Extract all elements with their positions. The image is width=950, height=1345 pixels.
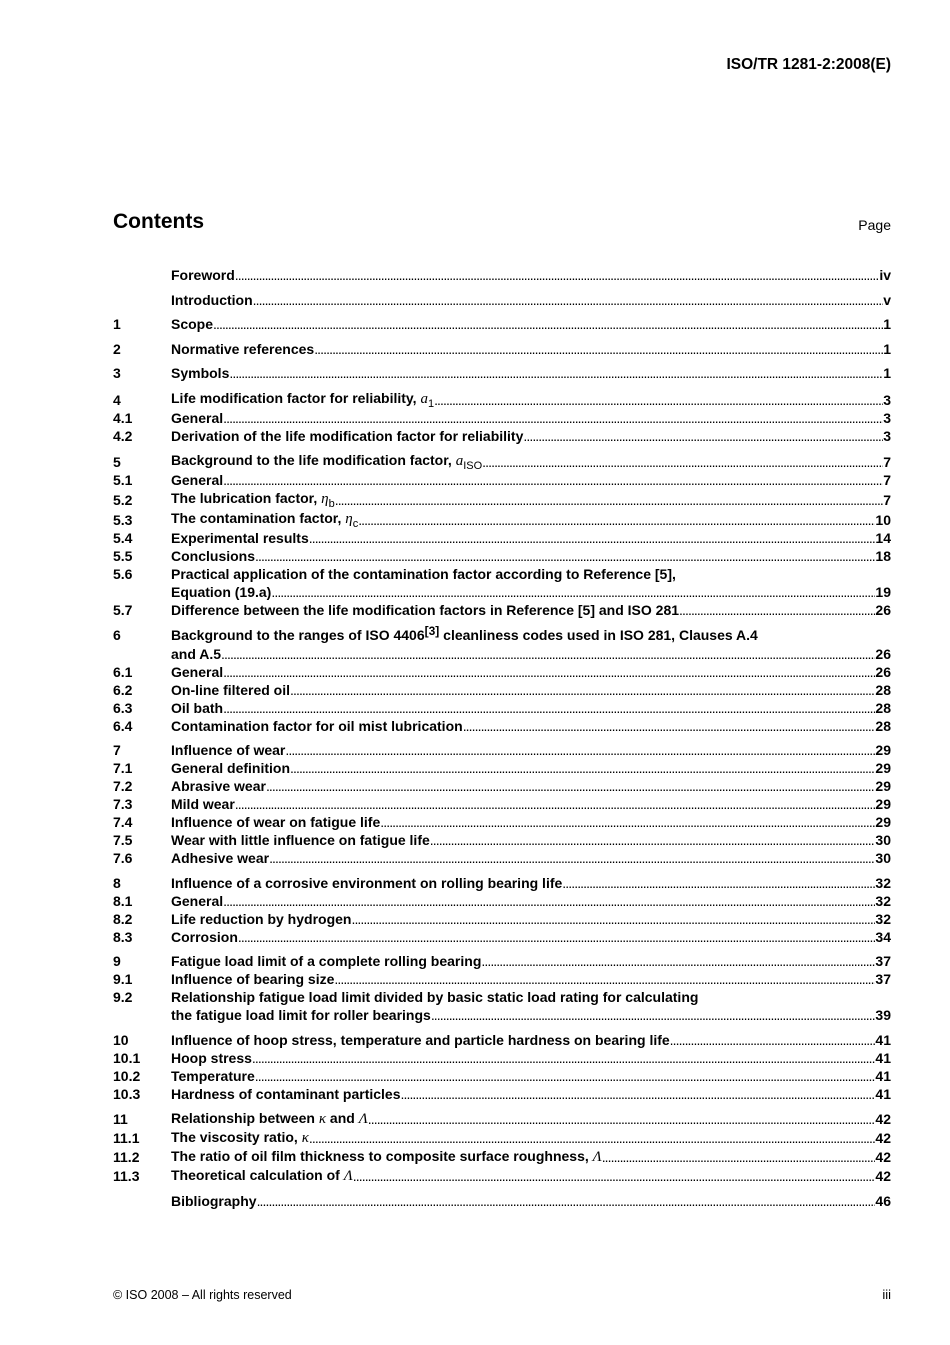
- math-symbol: η: [345, 511, 353, 527]
- toc-entry-title-line2: the fatigue load limit for roller bearings: [171, 1007, 431, 1023]
- dot-leader: [353, 1167, 876, 1185]
- toc-entry[interactable]: [113, 813, 891, 831]
- document-id-header: ISO/TR 1281-2:2008(E): [726, 56, 891, 73]
- toc-entry-page: 37: [875, 971, 891, 987]
- math-subscript: b: [328, 498, 335, 510]
- toc-entry-number: 5.7: [113, 602, 133, 618]
- dot-leader: [481, 952, 875, 970]
- toc-title-text: Influence of wear on fatigue life: [171, 814, 381, 830]
- dot-leader: [309, 1129, 876, 1147]
- toc-entry[interactable]: [113, 699, 891, 717]
- toc-entry-number: 7.2: [113, 778, 133, 794]
- toc-entry-title: [171, 952, 481, 970]
- toc-entry-number: 6.4: [113, 717, 133, 734]
- toc-entry-page: 7: [883, 492, 891, 508]
- toc-entry-title: [171, 989, 698, 1005]
- dot-leader: [431, 1006, 876, 1024]
- toc-entry-number: 10.1: [113, 1049, 141, 1066]
- toc-entry-page: 3: [883, 391, 891, 408]
- toc-title-continuation: cleanliness codes used in ISO 281, Clauses A.4: [439, 626, 758, 643]
- toc-entry-number: 11.1: [113, 1130, 140, 1146]
- toc-entry-page: 46: [875, 1192, 891, 1209]
- toc-entry-title: [171, 364, 229, 382]
- toc-entry-title: [171, 795, 235, 813]
- dot-leader: [602, 1148, 876, 1166]
- toc-entry-number: 9.2: [113, 989, 133, 1005]
- toc-entry-page: 1: [883, 316, 891, 332]
- toc-title-text: Scope: [171, 316, 214, 332]
- math-subscript: ISO: [463, 460, 483, 472]
- toc-title-connector: and: [326, 1110, 359, 1126]
- toc-entry[interactable]: [113, 451, 891, 471]
- toc-entry-number: 11.3: [113, 1168, 140, 1184]
- math-symbol: Λ: [592, 1149, 602, 1165]
- toc-title-text: Influence of wear: [171, 742, 286, 758]
- toc-entry[interactable]: [113, 529, 891, 547]
- toc-entry-number: 7.5: [113, 832, 133, 848]
- math-symbol: κ: [318, 1111, 327, 1127]
- toc-title-text: Wear with little influence on fatigue life: [171, 832, 430, 848]
- dot-leader: [679, 601, 875, 619]
- toc-entry-page: 26: [875, 645, 891, 662]
- toc-entry-page: 29: [875, 778, 891, 794]
- toc-title-text: Symbols: [171, 365, 230, 381]
- toc-entry-title: [171, 409, 223, 427]
- toc-entry-page: 39: [875, 1007, 891, 1023]
- toc-entry-title: [171, 509, 358, 529]
- dot-leader: [401, 1085, 876, 1103]
- toc-entry-title: [171, 759, 290, 777]
- page-number: iii: [882, 1287, 891, 1302]
- toc-entry[interactable]: [113, 849, 891, 867]
- toc-entry-number: 6.2: [113, 681, 133, 698]
- toc-entry-title: [171, 970, 334, 988]
- toc-title-text: Practical application of the contamination factor according to Reference [5],: [171, 566, 676, 582]
- toc-entry-title: [171, 291, 253, 309]
- toc-title-text: Relationship between: [171, 1110, 315, 1126]
- toc-title-text: On-line filtered oil: [171, 681, 291, 698]
- math-symbol: κ: [301, 1130, 309, 1146]
- toc-entry-page: 29: [875, 814, 891, 830]
- toc-entry-title: [171, 1166, 353, 1185]
- toc-entry-number: 10: [113, 1031, 129, 1048]
- math-symbol: a: [420, 390, 428, 407]
- toc-entry-title: [171, 529, 309, 547]
- toc-entry[interactable]: [113, 340, 891, 358]
- dot-leader: [523, 427, 883, 445]
- toc-entry-title-line2: Equation (19.a): [171, 584, 272, 600]
- toc-entry-title: [171, 547, 255, 565]
- toc-entry-page: 29: [875, 796, 891, 812]
- toc-entry-number: 4.1: [113, 409, 133, 426]
- toc-entry-number: 9.1: [113, 971, 133, 987]
- toc-entry-page: 30: [875, 850, 891, 866]
- toc-entry-page: 19: [875, 584, 891, 600]
- toc-entry[interactable]: [113, 952, 891, 970]
- toc-entry-title: [171, 663, 223, 681]
- toc-entry-number: 9: [113, 953, 121, 969]
- toc-entry-page: 41: [875, 1049, 891, 1066]
- toc-title-text: Corrosion: [171, 928, 238, 945]
- toc-entry[interactable]: [113, 266, 891, 284]
- toc-entry-title: [171, 831, 430, 849]
- toc-title-text: Difference between the life modification factors in Reference [5] and ISO 281: [171, 602, 680, 618]
- toc-entry[interactable]: [113, 1085, 891, 1103]
- toc-entry[interactable]: [113, 547, 891, 565]
- toc-entry[interactable]: [113, 681, 891, 699]
- reference-superscript: [3]: [424, 623, 440, 638]
- dot-leader: [266, 777, 875, 795]
- toc-entry-title: [171, 1147, 602, 1166]
- toc-entry-number: 5: [113, 454, 121, 470]
- copyright-notice: © ISO 2008 – All rights reserved: [113, 1288, 292, 1302]
- toc-entry-number: 6.1: [113, 663, 133, 680]
- table-of-contents: [113, 266, 891, 1210]
- toc-title-text: The viscosity ratio,: [171, 1129, 298, 1145]
- toc-entry-title: [171, 427, 523, 445]
- toc-title-text: Life reduction by hydrogen: [171, 910, 352, 927]
- toc-title-text: Influence of hoop stress, temperature and particle hardness on bearing life: [171, 1031, 670, 1048]
- toc-entry-title: [171, 1085, 401, 1103]
- toc-title-text: General: [171, 892, 224, 909]
- toc-entry-page: 7: [883, 472, 891, 488]
- toc-entry[interactable]: [113, 1128, 891, 1147]
- dot-leader: [223, 409, 883, 427]
- toc-entry[interactable]: [113, 777, 891, 795]
- dot-leader: [351, 910, 875, 928]
- toc-title-text: Influence of bearing size: [171, 971, 335, 987]
- toc-title-text: Background to the life modification factor,: [171, 452, 452, 468]
- toc-title-text: Hoop stress: [171, 1049, 252, 1066]
- math-symbol: Λ: [343, 1168, 353, 1184]
- dot-leader: [309, 529, 876, 547]
- toc-title-text: Life modification factor for reliability,: [171, 389, 417, 406]
- dot-leader: [252, 1049, 876, 1067]
- toc-entry[interactable]: [113, 364, 891, 382]
- toc-entry-title: [171, 717, 463, 735]
- toc-title-text: Experimental results: [171, 530, 309, 546]
- dot-leader: [235, 795, 876, 813]
- toc-entry-number: 5.2: [113, 492, 133, 508]
- toc-entry-title: [171, 681, 290, 699]
- toc-entry-number: 2: [113, 340, 121, 357]
- toc-entry[interactable]: [113, 565, 891, 601]
- toc-entry-page: 41: [875, 1067, 891, 1084]
- toc-entry-page: 41: [875, 1085, 891, 1102]
- dot-leader: [358, 511, 875, 529]
- dot-leader: [335, 491, 883, 509]
- toc-entry-number: 10.2: [113, 1067, 141, 1084]
- toc-entry[interactable]: [113, 1192, 891, 1210]
- toc-entry-page: 14: [875, 530, 891, 546]
- toc-entry-number: 5.6: [113, 566, 133, 582]
- toc-entry-page: 32: [875, 874, 891, 891]
- toc-title-text: Contamination factor for oil mist lubrication: [171, 717, 463, 734]
- toc-entry-page: 32: [875, 892, 891, 909]
- toc-entry[interactable]: [113, 489, 891, 509]
- toc-entry-page: 26: [875, 663, 891, 680]
- toc-entry-number: 6.3: [113, 699, 133, 716]
- toc-entry-title: [171, 566, 676, 582]
- toc-entry-number: 5.1: [113, 472, 133, 488]
- toc-title-text: Temperature: [171, 1067, 255, 1084]
- dot-leader: [255, 1067, 876, 1085]
- toc-title-text: Influence of a corrosive environment on rolling bearing life: [171, 874, 563, 891]
- toc-entry-number: 8: [113, 874, 121, 891]
- toc-entry[interactable]: [113, 1147, 891, 1166]
- toc-entry[interactable]: [113, 795, 891, 813]
- dot-leader: [334, 970, 875, 988]
- toc-entry-page: 42: [875, 1111, 891, 1127]
- toc-entry-number: 3: [113, 365, 121, 381]
- toc-entry[interactable]: [113, 970, 891, 988]
- toc-entry-title: [171, 849, 269, 867]
- toc-title-text: Normative references: [171, 340, 315, 357]
- toc-title-text: The contamination factor,: [171, 510, 342, 526]
- toc-entry[interactable]: [113, 601, 891, 619]
- toc-entry-number: 7.4: [113, 814, 133, 830]
- toc-entry[interactable]: [113, 910, 891, 928]
- dot-leader: [223, 663, 875, 681]
- toc-entry[interactable]: [113, 389, 891, 409]
- toc-entry[interactable]: [113, 1031, 891, 1049]
- dot-leader: [290, 681, 875, 699]
- dot-leader: [285, 741, 875, 759]
- toc-entry-number: 1: [113, 316, 121, 332]
- dot-leader: [430, 831, 876, 849]
- toc-title-text: Theoretical calculation of: [171, 1167, 340, 1183]
- toc-entry[interactable]: [113, 663, 891, 681]
- toc-entry-title: [171, 623, 758, 643]
- toc-title-text: Hardness of contaminant particles: [171, 1085, 401, 1102]
- toc-title-text: Adhesive wear: [171, 850, 270, 866]
- toc-title-text: The ratio of oil film thickness to composite surface roughness,: [171, 1148, 589, 1164]
- toc-entry-number: 5.5: [113, 548, 133, 564]
- toc-entry-title: [171, 910, 351, 928]
- toc-title-text: Introduction: [171, 291, 253, 308]
- toc-entry-page: iv: [879, 267, 891, 283]
- dot-leader: [223, 471, 883, 489]
- toc-entry-page: 42: [875, 1168, 891, 1184]
- toc-entry-title-line2: and A.5: [171, 645, 222, 662]
- toc-entry-number: 5.4: [113, 530, 133, 546]
- toc-entry-number: 11.2: [113, 1149, 140, 1165]
- toc-entry-title: [171, 489, 335, 509]
- dot-leader: [257, 1192, 876, 1210]
- toc-entry-number: 6: [113, 626, 121, 643]
- dot-leader: [229, 364, 883, 382]
- toc-entry-title: [171, 813, 380, 831]
- toc-entry-title: [171, 892, 223, 910]
- toc-entry-title: [171, 389, 434, 409]
- math-symbol: Λ: [358, 1111, 368, 1127]
- dot-leader: [380, 813, 875, 831]
- toc-title-text: General: [171, 472, 224, 488]
- toc-entry[interactable]: [113, 1049, 891, 1067]
- contents-heading: Contents: [113, 210, 204, 233]
- toc-entry-title: [171, 451, 482, 471]
- toc-entry-number: 10.3: [113, 1085, 141, 1102]
- toc-title-text: Mild wear: [171, 796, 235, 812]
- toc-title-text: Background to the ranges of ISO 4406: [171, 626, 425, 643]
- toc-entry-page: 3: [883, 427, 891, 444]
- dot-leader: [235, 266, 880, 284]
- toc-entry-page: 29: [875, 760, 891, 776]
- dot-leader: [213, 315, 883, 333]
- toc-entry-number: 7: [113, 742, 121, 758]
- toc-entry[interactable]: [113, 831, 891, 849]
- toc-entry-title: [171, 1067, 255, 1085]
- toc-entry-title: [171, 874, 562, 892]
- toc-title-text: Fatigue load limit of a complete rolling bearing: [171, 953, 482, 969]
- toc-entry-page: 7: [883, 454, 891, 470]
- dot-leader: [238, 928, 876, 946]
- toc-title-text: Relationship fatigue load limit divided by basic static load rating for calculating: [171, 989, 699, 1005]
- dot-leader: [314, 340, 883, 358]
- toc-entry[interactable]: [113, 315, 891, 333]
- toc-entry-title: [171, 699, 223, 717]
- toc-entry[interactable]: [113, 1109, 891, 1128]
- toc-entry-number: 5.3: [113, 512, 133, 528]
- toc-entry-page: 37: [875, 953, 891, 969]
- toc-title-text: General definition: [171, 760, 291, 776]
- toc-entry-page: 29: [875, 742, 891, 758]
- toc-title-text: Derivation of the life modification factor for reliability: [171, 427, 524, 444]
- toc-title-text: Bibliography: [171, 1192, 257, 1209]
- dot-leader: [269, 849, 875, 867]
- toc-entry-title: [171, 1192, 257, 1210]
- toc-entry[interactable]: [113, 892, 891, 910]
- dot-leader: [271, 583, 875, 601]
- toc-entry[interactable]: [113, 291, 891, 309]
- toc-title-text: General: [171, 663, 224, 680]
- toc-entry-page: 42: [875, 1149, 891, 1165]
- toc-entry-page: 41: [875, 1031, 891, 1048]
- toc-entry-page: 42: [875, 1130, 891, 1146]
- toc-entry-title: [171, 471, 223, 489]
- toc-entry-number: 7.6: [113, 850, 133, 866]
- toc-entry-title: [171, 928, 238, 946]
- toc-entry-page: 3: [883, 409, 891, 426]
- toc-entry-page: 1: [883, 340, 891, 357]
- dot-leader: [434, 391, 883, 409]
- math-subscript: c: [352, 518, 359, 530]
- toc-entry-number: 8.1: [113, 892, 133, 909]
- dot-leader: [223, 699, 875, 717]
- dot-leader: [368, 1110, 876, 1128]
- toc-entry-page: 30: [875, 832, 891, 848]
- toc-entry[interactable]: [113, 741, 891, 759]
- dot-leader: [253, 291, 884, 309]
- toc-entry-page: v: [883, 291, 891, 308]
- toc-entry[interactable]: [113, 874, 891, 892]
- toc-title-text: Oil bath: [171, 699, 224, 716]
- toc-entry-number: 7.3: [113, 796, 133, 812]
- toc-entry[interactable]: [113, 623, 891, 663]
- toc-title-text: Foreword: [171, 267, 235, 283]
- dot-leader: [463, 717, 876, 735]
- toc-entry-title: [171, 266, 235, 284]
- toc-title-text: Conclusions: [171, 548, 256, 564]
- toc-entry[interactable]: [113, 471, 891, 489]
- toc-entry-page: 28: [875, 699, 891, 716]
- toc-entry-number: 4.2: [113, 427, 133, 444]
- toc-entry[interactable]: [113, 427, 891, 445]
- toc-entry-number: 8.3: [113, 928, 133, 945]
- math-symbol: η: [321, 491, 329, 507]
- toc-entry-page: 34: [875, 928, 891, 945]
- dot-leader: [290, 759, 875, 777]
- toc-entry-page: 28: [875, 717, 891, 734]
- dot-leader: [670, 1031, 876, 1049]
- toc-entry-page: 26: [875, 602, 891, 618]
- toc-entry-title: [171, 1128, 309, 1147]
- toc-entry-number: 11: [113, 1111, 128, 1127]
- toc-entry-page: 10: [875, 512, 891, 528]
- toc-entry-page: 18: [875, 548, 891, 564]
- toc-entry-number: 4: [113, 391, 121, 408]
- toc-entry[interactable]: [113, 928, 891, 946]
- math-subscript: 1: [427, 397, 435, 410]
- toc-entry-title: [171, 777, 266, 795]
- toc-entry-title: [171, 1031, 670, 1049]
- toc-title-text: The lubrication factor,: [171, 490, 318, 506]
- toc-entry[interactable]: [113, 717, 891, 735]
- dot-leader: [221, 645, 875, 663]
- math-symbol: a: [455, 453, 464, 469]
- dot-leader: [482, 453, 883, 471]
- toc-entry-page: 1: [883, 365, 891, 381]
- toc-entry[interactable]: [113, 509, 891, 529]
- toc-entry-title: [171, 741, 285, 759]
- dot-leader: [255, 547, 875, 565]
- toc-entry[interactable]: [113, 759, 891, 777]
- toc-entry-title: [171, 340, 314, 358]
- page-column-label: Page: [858, 217, 891, 233]
- toc-entry[interactable]: [113, 988, 891, 1024]
- toc-entry-title: [171, 1049, 252, 1067]
- dot-leader: [223, 892, 875, 910]
- toc-entry-title: [171, 315, 213, 333]
- toc-entry-number: 7.1: [113, 760, 133, 776]
- toc-entry-title: [171, 601, 679, 619]
- toc-entry[interactable]: [113, 1166, 891, 1185]
- toc-title-text: Abrasive wear: [171, 778, 266, 794]
- toc-entry-page: 28: [875, 681, 891, 698]
- toc-entry[interactable]: [113, 409, 891, 427]
- toc-entry-title: [171, 1109, 368, 1128]
- toc-entry-number: 8.2: [113, 910, 133, 927]
- toc-entry-page: 32: [875, 910, 891, 927]
- toc-entry[interactable]: [113, 1067, 891, 1085]
- toc-title-text: General: [171, 409, 224, 426]
- dot-leader: [562, 874, 875, 892]
